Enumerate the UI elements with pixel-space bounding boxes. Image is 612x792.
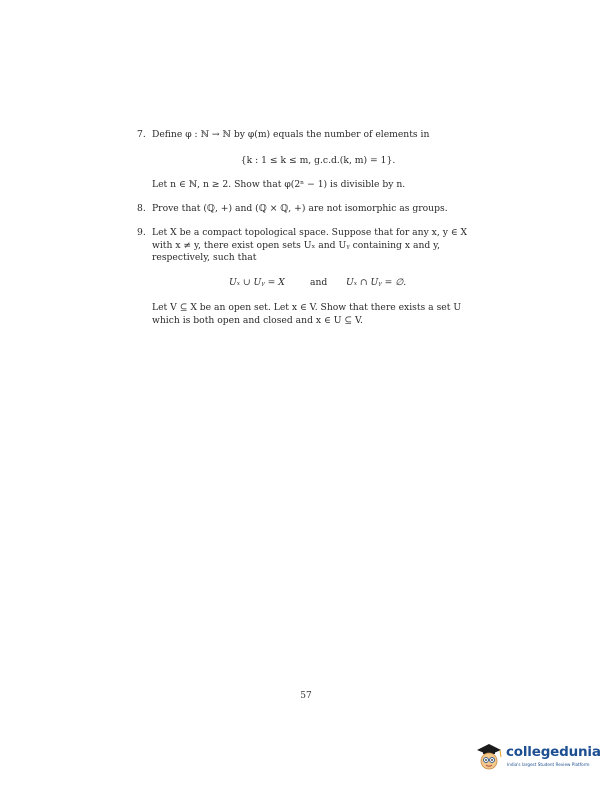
display-equation-union: Uₓ ∪ Uᵧ = X	[229, 277, 285, 288]
problem-text: with x ≠ y, there exist open sets Uₓ and Uᵧ containing x and y,	[152, 239, 441, 251]
problem-text: Let V ⊆ X be an open set. Let x ∈ V. Show that there exists a set U	[152, 302, 462, 313]
problem-text: Prove that (ℚ, +) and (ℚ × ℚ, +) are not isomorphic as groups.	[152, 203, 448, 214]
logo-name: collegedunia	[506, 744, 601, 760]
problem-7-continued	[137, 179, 499, 192]
logo-tagline: India's largest Student Review Platform	[507, 762, 590, 767]
problem-number: 9.	[137, 227, 146, 238]
problem-9	[137, 227, 499, 265]
problem-number: 8.	[137, 203, 146, 214]
page-number: 57	[300, 691, 312, 701]
display-equation-intersection: Uₓ ∩ Uᵧ = ∅.	[346, 277, 407, 288]
problem-text: Let n ∈ ℕ, n ≥ 2. Show that φ(2ⁿ − 1) is divisible by n.	[152, 179, 406, 190]
display-equation: {k : 1 ≤ k ≤ m, g.c.d.(k, m) = 1}.	[240, 155, 396, 166]
collegedunia-logo	[474, 741, 604, 781]
problem-7	[137, 129, 499, 142]
problem-number: 7.	[137, 129, 146, 140]
display-and: and	[310, 277, 328, 288]
problem-text: Let X be a compact topological space. Suppose that for any x, y ∈ X	[152, 227, 468, 238]
problem-9-continued	[137, 302, 499, 327]
problem-text: which is both open and closed and x ∈ U ⊆ V.	[152, 314, 363, 326]
problem-text: respectively, such that	[152, 252, 257, 264]
problem-text: Define φ : ℕ → ℕ by φ(m) equals the number of elements in	[152, 129, 430, 140]
mascot-icon	[474, 741, 504, 775]
problem-8	[137, 203, 499, 216]
